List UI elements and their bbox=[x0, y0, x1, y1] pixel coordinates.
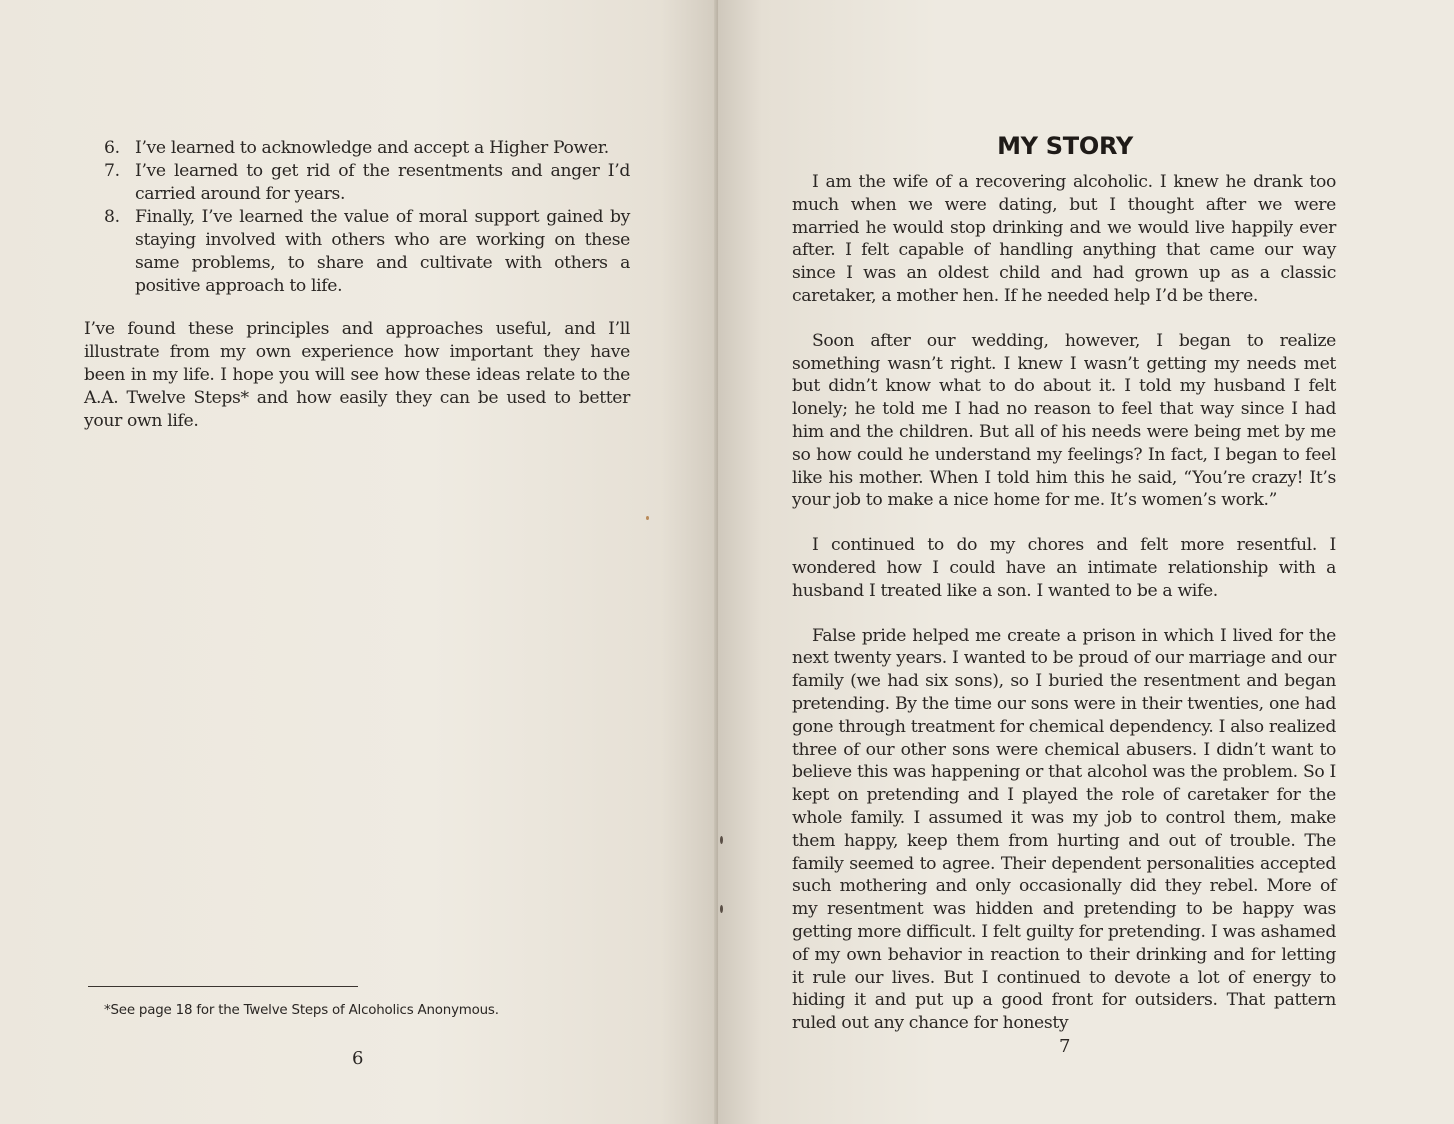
list-item bbox=[104, 137, 630, 160]
footnote-divider bbox=[88, 986, 358, 987]
list-item-number: 8. bbox=[104, 207, 120, 227]
story-paragraph: False pride helped me create a prison in which I lived for the next twenty years. I wanted to be proud of our marriage and our family (we had six sons), so I buried the resentment and began pretending. By the time our sons were in their twenties, one had gone through treatment for chemical dependency. I also realized three of our other sons were chemical abusers. I didn’t want to believe this was happening or that alcohol was the problem. So I kept on pretending and I played the role of caretaker for the whole family. I assumed it was my job to control them, make them happy, keep them from hurting and out of trouble. The family seemed to agree. Their dependent personalities accepted such mothering and only occasionally did they rebel. More of my resentment was hidden and pretending to be happy was getting more difficult. I felt guilty for pretending. I was ashamed of my own behavior in reaction to their drinking and for letting it rule our lives. But I continued to devote a lot of energy to hiding it and put up a good front for outsiders. That pattern ruled out any chance for honesty bbox=[792, 625, 1336, 1034]
list-item bbox=[104, 206, 630, 298]
list-item bbox=[104, 160, 630, 206]
page-title: MY STORY bbox=[997, 132, 1133, 160]
list-item-number: 7. bbox=[104, 161, 120, 181]
binding-staple bbox=[720, 905, 723, 913]
left-page bbox=[0, 0, 718, 1124]
list-item-text: Finally, I’ve learned the value of moral support gained by staying involved with others who are working on these same problems, to share and cultivate with others a positive approach to life. bbox=[135, 207, 630, 296]
body-paragraph: I’ve found these principles and approaches useful, and I’ll illustrate from my own experience how important they have been in my life. I hope you will see how these ideas relate to the A.A. Twelve Steps* and how easily they can be used to better your own life. bbox=[84, 319, 630, 431]
story-paragraph: I am the wife of a recovering alcoholic. I knew he drank too much when we were dating, but I thought after we were married he would stop drinking and we would live happily ever after. I felt capable of handling anything that came our way since I was an oldest child and had grown up as a classic caretaker, a mother hen. If he needed help I’d be there. bbox=[792, 172, 1336, 306]
footnote: *See page 18 for the Twelve Steps of Alcoholics Anonymous. bbox=[104, 1003, 499, 1018]
page-number-right: 7 bbox=[1059, 1036, 1071, 1057]
page-number-left: 6 bbox=[352, 1048, 364, 1069]
list-item-number: 6. bbox=[104, 138, 120, 158]
list-item-text: I’ve learned to get rid of the resentments and anger I’d carried around for years. bbox=[135, 161, 630, 204]
story-paragraph: Soon after our wedding, however, I began to realize something wasn’t right. I knew I wasn’t getting my needs met but didn’t know what to do about it. I told my husband I felt lonely; he told me I had no reason to feel that way since I had him and the children. But all of his needs were being met by me so how could he understand my feelings? In fact, I began to feel like his mother. When I told him this he said, “You’re crazy! It’s your job to make a nice home for me. It’s women’s work.” bbox=[792, 330, 1336, 511]
paper-speck bbox=[646, 516, 649, 520]
binding-staple bbox=[720, 836, 723, 844]
list-item-text: I’ve learned to acknowledge and accept a Higher Power. bbox=[135, 138, 609, 158]
story-paragraph: I continued to do my chores and felt more resentful. I wondered how I could have an intimate relationship with a husband I treated like a son. I wanted to be a wife. bbox=[792, 535, 1336, 601]
story-body bbox=[792, 171, 1336, 1057]
numbered-list bbox=[104, 137, 630, 298]
